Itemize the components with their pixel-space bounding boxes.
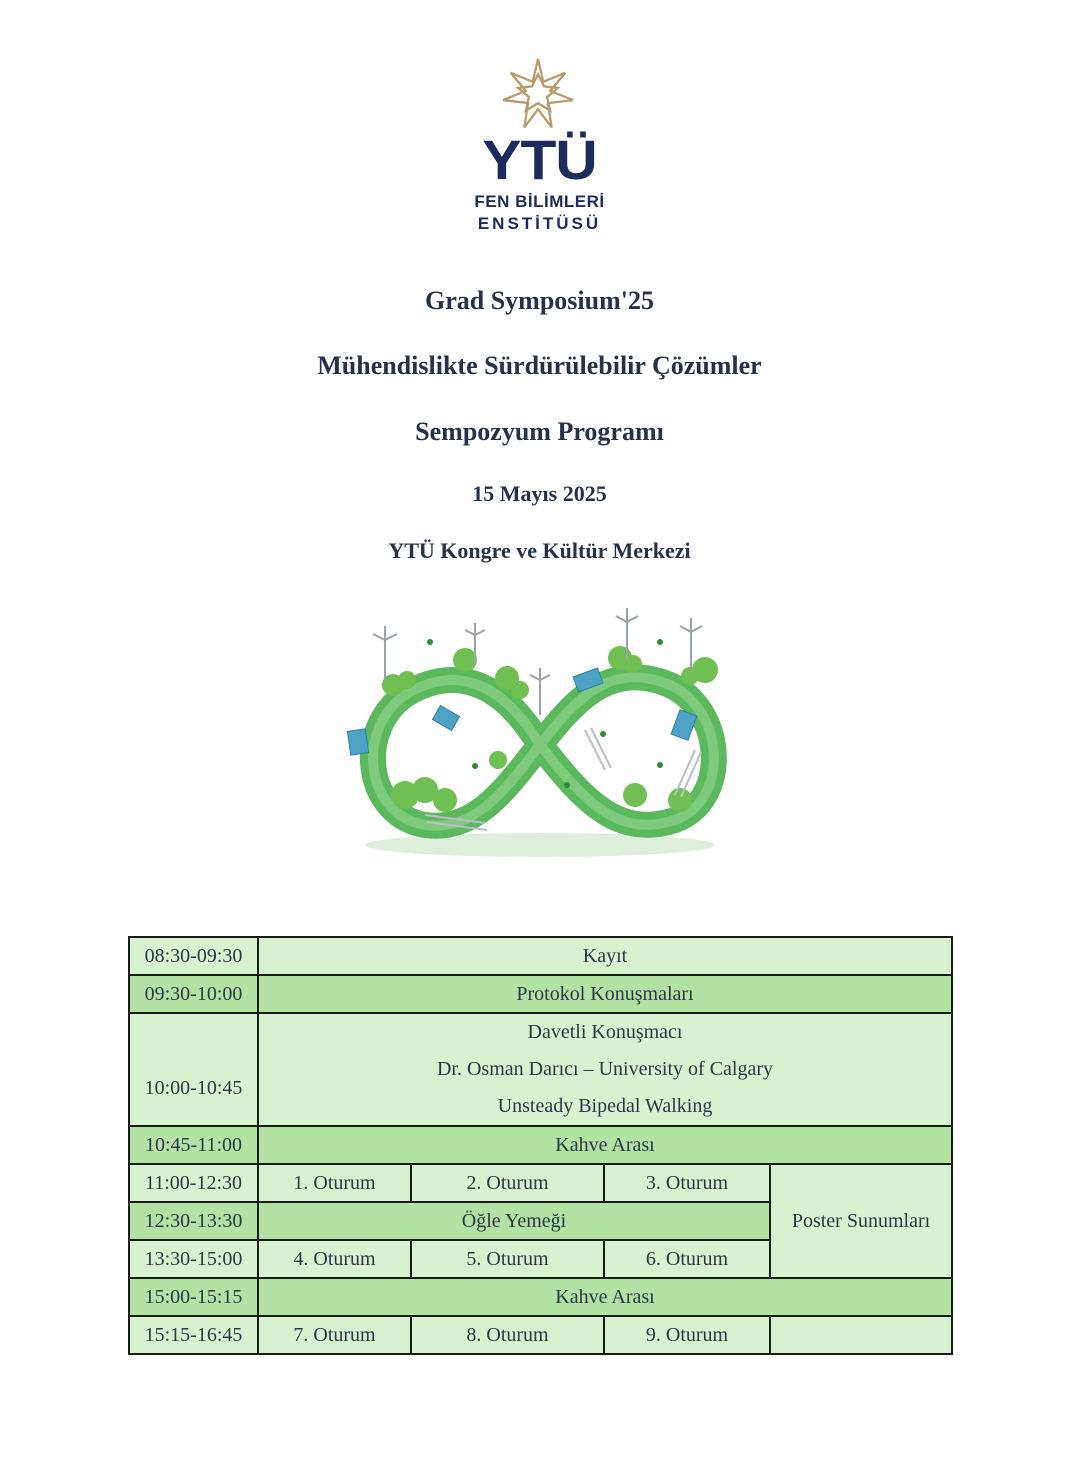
table-row [129,975,952,1013]
symposium-schedule-table [128,936,953,1355]
invited-speaker-heading: Davetli Konuşmacı [527,1021,683,1043]
session-cell: 7. Oturum [258,1316,411,1354]
table-row [129,1278,952,1316]
program-heading: Sempozyum Programı [415,417,664,446]
table-row [129,1164,952,1202]
event-date: 15 Mayıs 2025 [472,481,607,506]
institute-name-line1: FEN BİLİMLERİ [474,192,605,211]
table-row [129,1316,952,1354]
time-cell: 11:00-12:30 [129,1164,258,1202]
time-cell: 08:30-09:30 [129,937,258,975]
institute-name-line2: ENSTİTÜSÜ [477,214,602,233]
table-row [129,937,952,975]
table-row [129,1013,952,1126]
invited-speaker-cell [258,1013,952,1126]
event-venue: YTÜ Kongre ve Kültür Merkezi [388,538,691,563]
lunch-cell: Öğle Yemeği [258,1202,770,1240]
time-cell: 10:00-10:45 [129,1013,258,1126]
empty-cell [770,1316,952,1354]
table-row [129,1126,952,1164]
event-theme: Mühendislikte Sürdürülebilir Çözümler [317,351,762,380]
event-title: Grad Symposium'25 [425,286,654,315]
coffee-break-cell: Kahve Arası [258,1126,952,1164]
ytu-wordmark: YTÜ [482,128,597,191]
time-cell: 15:15-16:45 [129,1316,258,1354]
session-cell: 8. Oturum [411,1316,604,1354]
session-cell: 4. Oturum [258,1240,411,1278]
session-cell: 9. Oturum [604,1316,770,1354]
invited-talk-title: Unsteady Bipedal Walking [497,1095,713,1117]
time-cell: 12:30-13:30 [129,1202,258,1240]
sustainability-infinity-illustration [335,600,745,865]
session-cell: 5. Oturum [411,1240,604,1278]
coffee-break-cell: Kahve Arası [258,1278,952,1316]
time-cell: 13:30-15:00 [129,1240,258,1278]
invited-speaker-name: Dr. Osman Darıcı – University of Calgary [436,1058,774,1080]
session-cell: 6. Oturum [604,1240,770,1278]
ytu-star-emblem-icon [500,56,576,132]
registration-cell: Kayıt [258,937,952,975]
time-cell: 10:45-11:00 [129,1126,258,1164]
session-cell: 2. Oturum [411,1164,604,1202]
time-cell: 09:30-10:00 [129,975,258,1013]
session-cell: 3. Oturum [604,1164,770,1202]
poster-presentations-cell: Poster Sunumları [770,1164,952,1278]
session-cell: 1. Oturum [258,1164,411,1202]
time-cell: 15:00-15:15 [129,1278,258,1316]
protocol-speeches-cell: Protokol Konuşmaları [258,975,952,1013]
